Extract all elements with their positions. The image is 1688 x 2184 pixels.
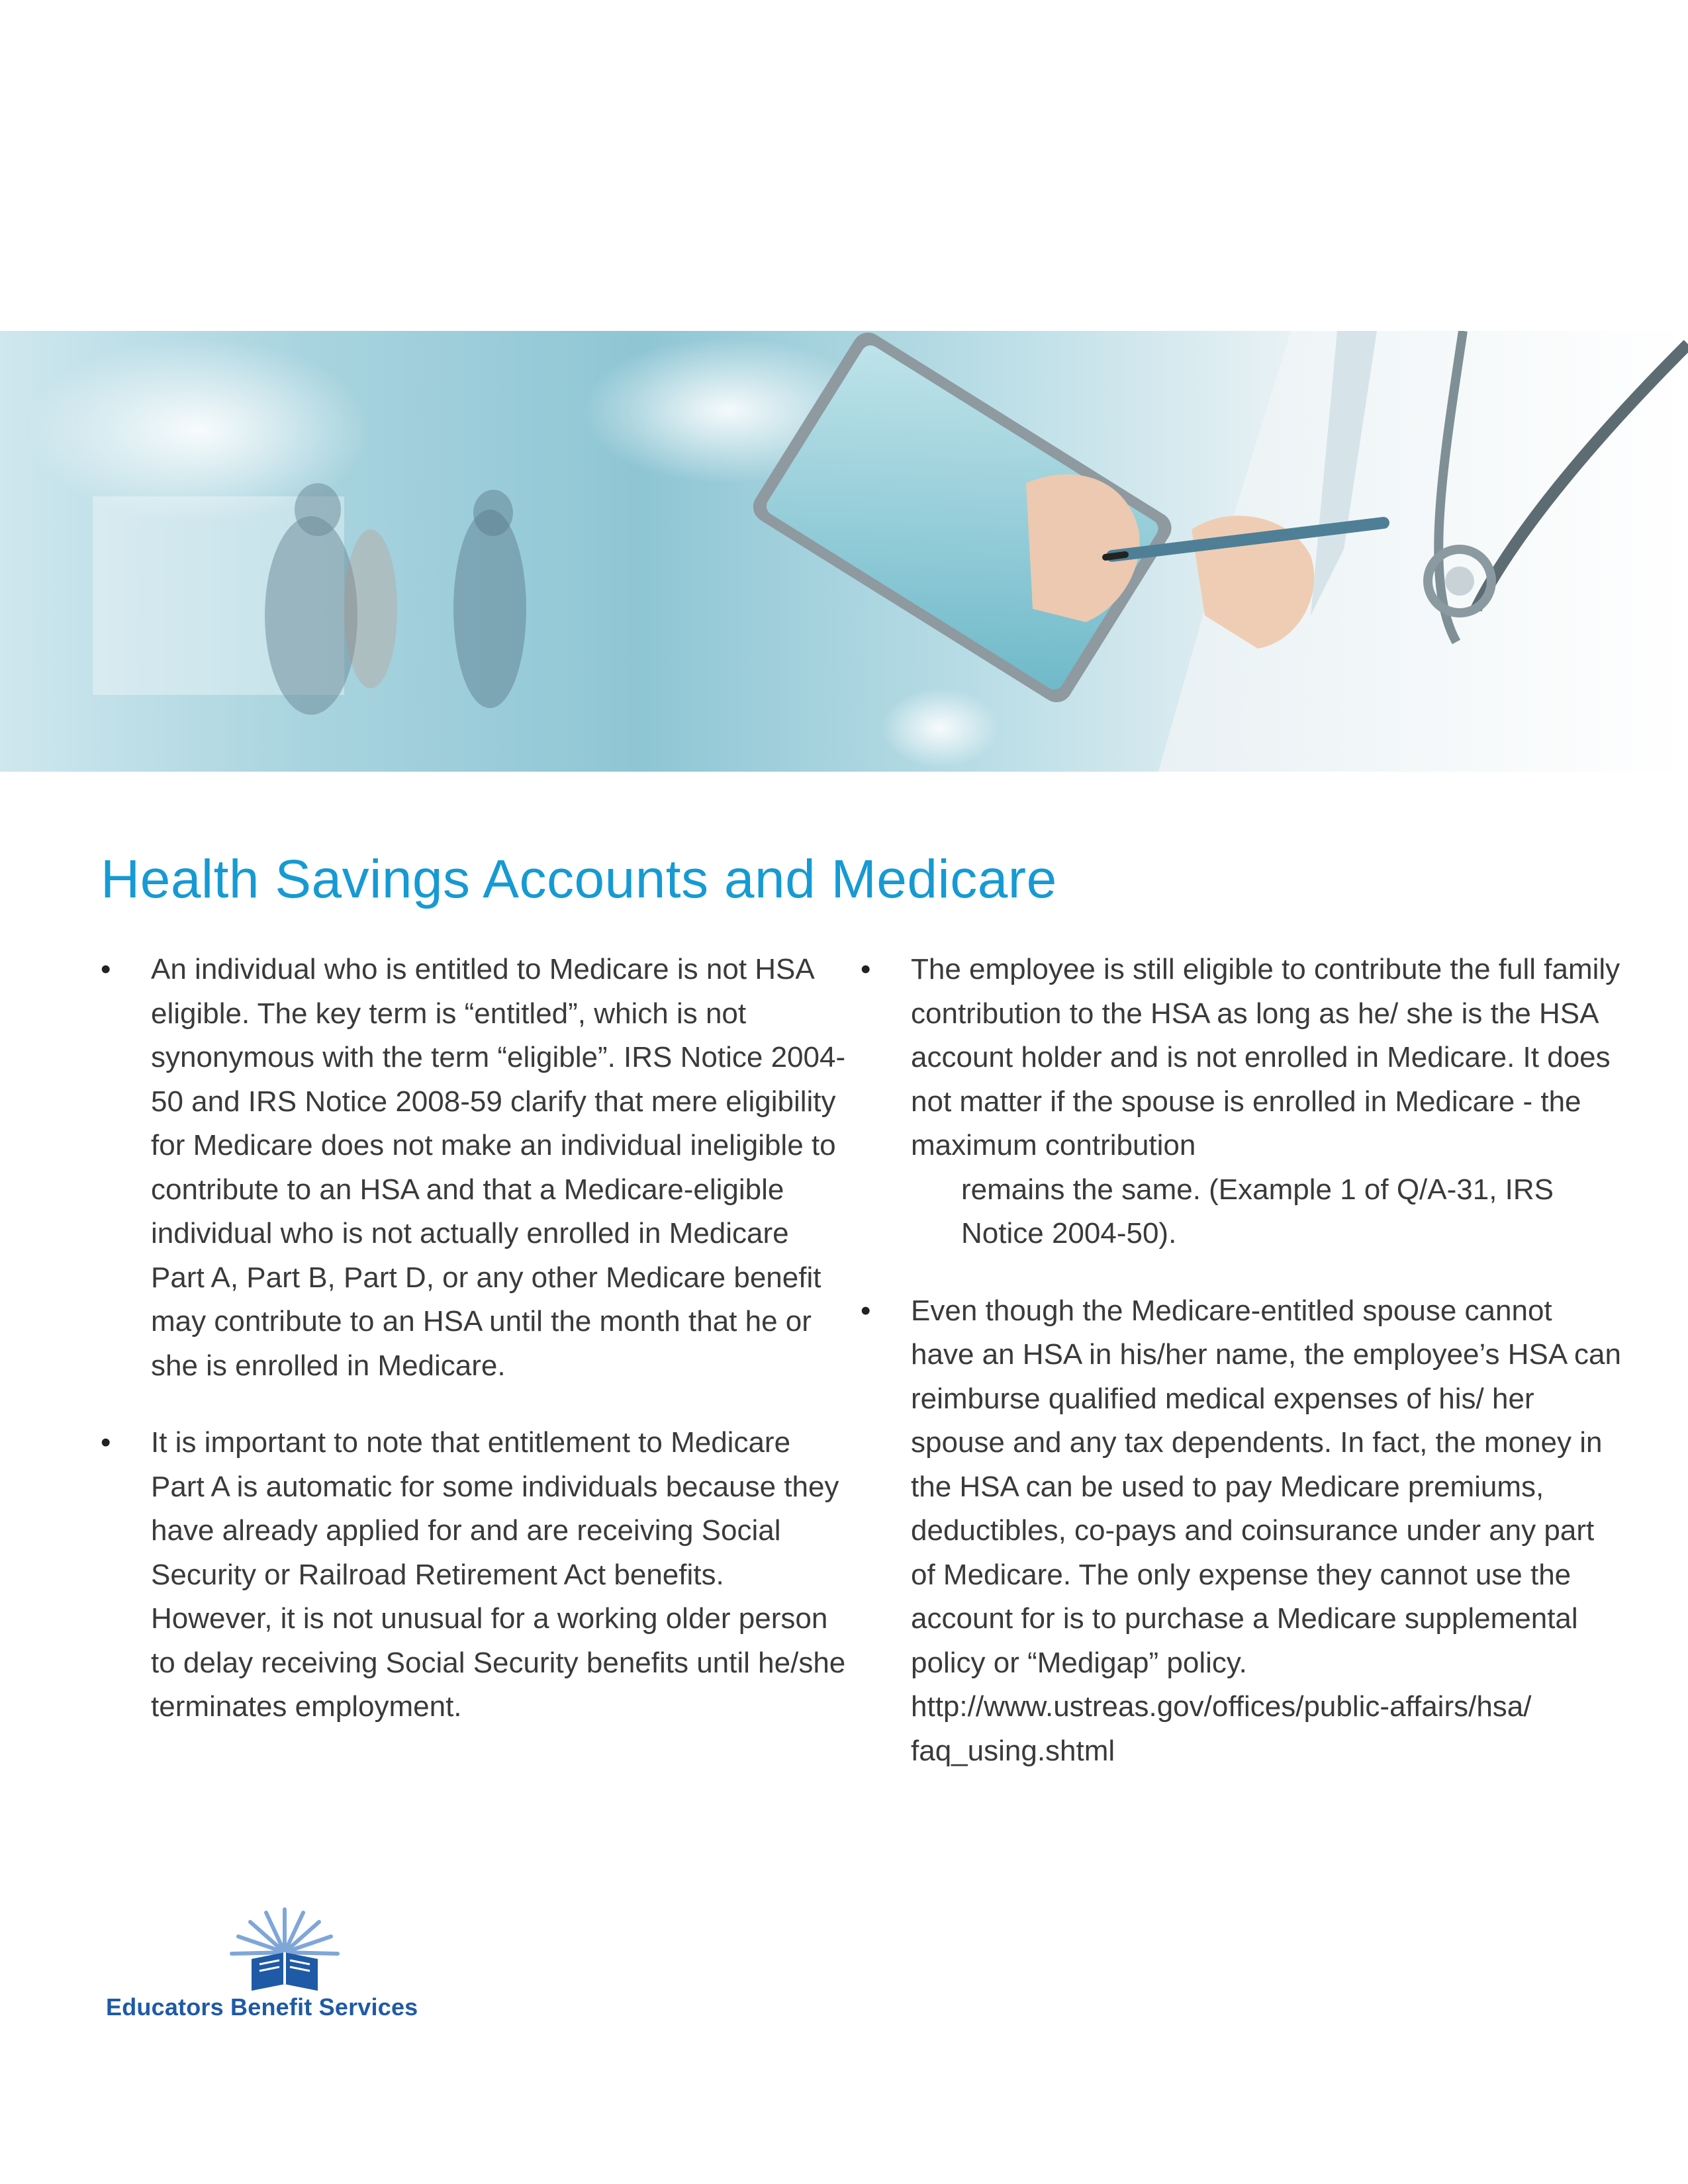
hero-image: [0, 331, 1688, 772]
right-column: [861, 948, 1622, 1806]
bullet-family-contribution-text: The employee is still eligible to contribute the full family contribution to the HSA as long as he/ she is the HSA account holder and is not enrolled in Medicare. It does not matter if the spouse is enrolled in Medicare - the maximum contribution: [911, 953, 1620, 1161]
logo-text: Educators Benefit Services: [106, 1993, 418, 2021]
sunburst-book-icon: [225, 1906, 344, 1992]
doctor-tablet-illustration: [0, 331, 1688, 772]
company-logo: [106, 1906, 477, 2032]
bullet-family-contribution: [861, 948, 1622, 1256]
bullet-medicare-entitlement: • An individual who is entitled to Medicare is not HSA eligible. The key term is “entitled”, which is not synonymous with the term “eligible”. IRS Notice 2004-50 and IRS Notice 2008-59 clarify that mere eligibility for Medicare does not make an individual ineligible to contribute to an HSA and that a Medicare-eligible individual who is not actually enrolled in Medicare Part A, Part B, Part D, or any other Medicare benefit may contribute to an HSA until the month that he or she is enrolled in Medicare.: [101, 948, 849, 1388]
page-title: Health Savings Accounts and Medicare: [101, 849, 1057, 909]
bullet-part-a-automatic: • It is important to note that entitlement to Medicare Part A is automatic for some individuals because they have already applied for and are receiving Social Security or Railroad Retirement Act benefits. However, it is not unusual for a working older person to delay receiving Social Security benefits until he/she terminates employment.: [101, 1421, 849, 1729]
bullet-spouse-reimbursement: • Even though the Medicare-entitled spouse cannot have an HSA in his/her name, the employee’s HSA can reimburse qualified medical expenses of his/ her spouse and any tax dependents. In fact, the money in the HSA can be used to pay Medicare premiums, deductibles, co-pays and coinsurance under any part of Medicare. The only expense they cannot use the account for is to purchase a Medicare supplemental policy or “Medigap” policy. http://www.ustreas.gov/offices/public-affairs/hsa/ faq_using.shtml: [861, 1289, 1622, 1774]
bullet-family-contribution-continuation: remains the same. (Example 1 of Q/A-31, IRS Notice 2004-50).: [961, 1173, 1554, 1250]
left-column: [101, 948, 849, 1762]
